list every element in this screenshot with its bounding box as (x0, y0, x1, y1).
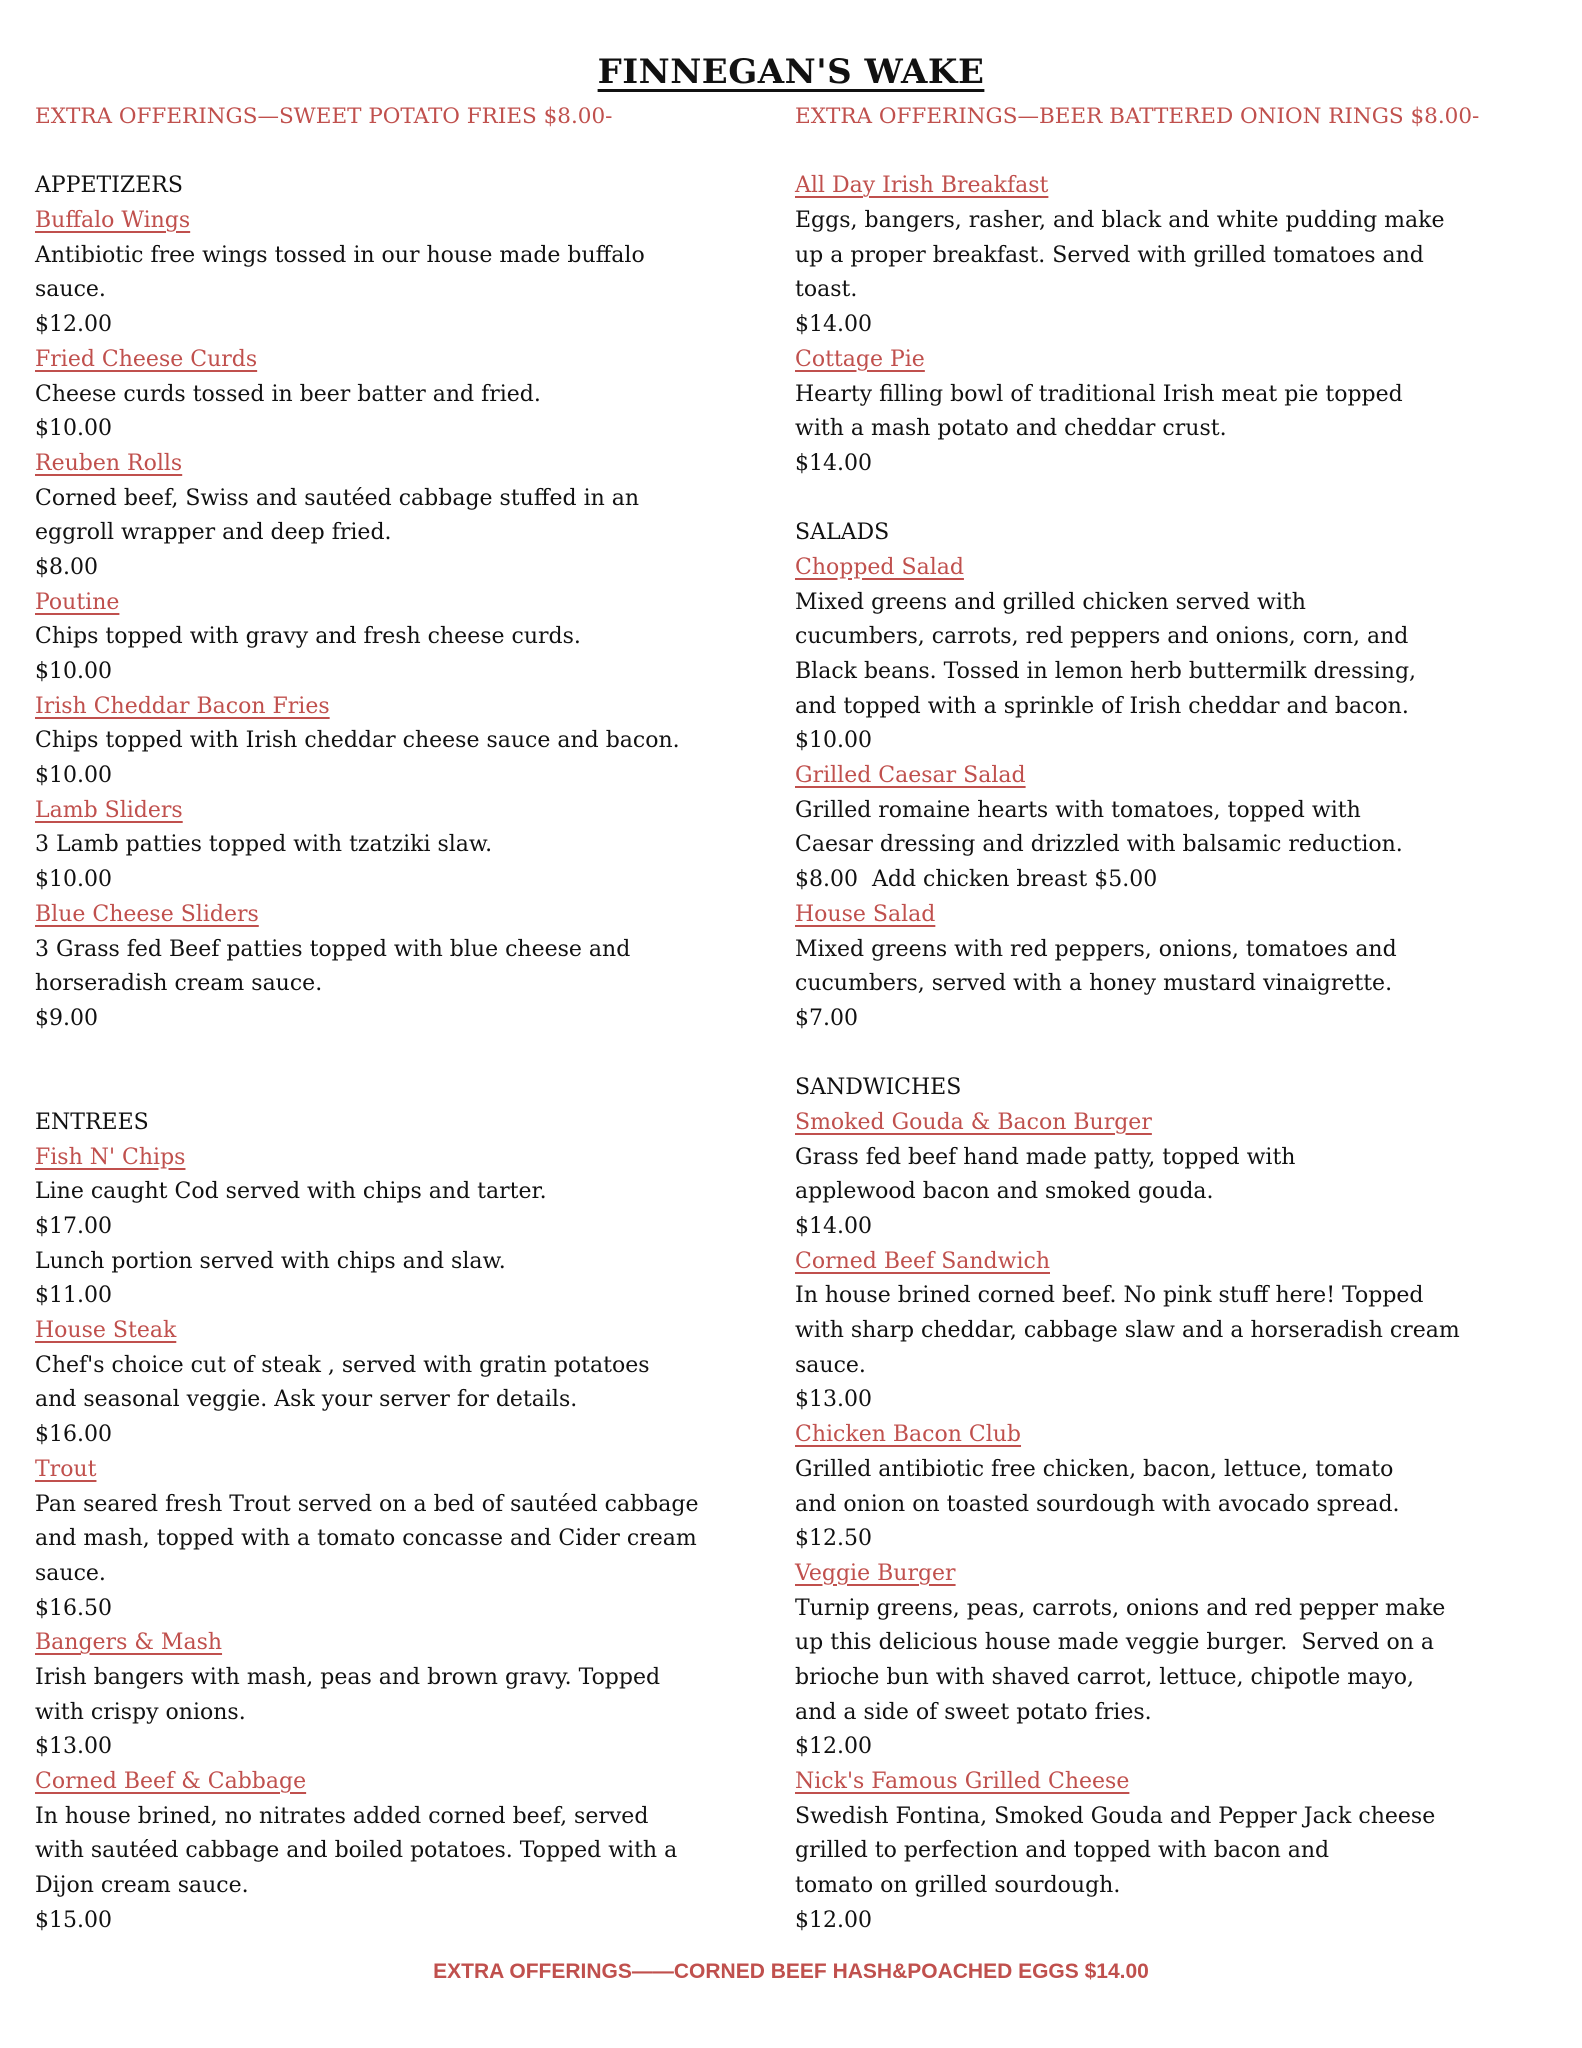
item-price: $10.00 (795, 728, 872, 754)
menu-item-corned-beef-sandwich (795, 1245, 1555, 1418)
item-description: Swedish Fontina, Smoked Gouda and Pepper Jack cheese (795, 1803, 1436, 1829)
item-description: Pan seared fresh Trout served on a bed of sautéed cabbage (35, 1491, 699, 1517)
menu-item-chicken-bacon-club (795, 1418, 1555, 1557)
item-name: House Salad (795, 901, 936, 927)
item-name: Bangers & Mash (35, 1630, 223, 1656)
item-description: with sautéed cabbage and boiled potatoes. Topped with a (35, 1838, 678, 1864)
item-price: $10.00 (35, 763, 112, 789)
menu-item-cottage-pie (795, 343, 1555, 482)
item-name: Lamb Sliders (35, 797, 183, 823)
item-description: Grilled antibiotic free chicken, bacon, lettuce, tomato (795, 1456, 1394, 1482)
menu-item-grilled-caesar-salad (795, 759, 1555, 898)
item-name: All Day Irish Breakfast (795, 173, 1049, 199)
item-price: $12.00 (795, 1907, 872, 1933)
extra-offering-left: EXTRA OFFERINGS—SWEET POTATO FRIES $8.00- (35, 104, 613, 129)
item-price: $8.00 Add chicken breast $5.00 (795, 867, 1158, 893)
item-name: Chicken Bacon Club (795, 1422, 1022, 1448)
item-description: Cheese curds tossed in beer batter and fried. (35, 381, 541, 407)
item-description: up a proper breakfast. Served with grilled tomatoes and (795, 242, 1424, 268)
item-price: $13.00 (795, 1387, 872, 1413)
item-description: Mixed greens with red peppers, onions, tomatoes and (795, 936, 1397, 962)
item-price: $14.00 (795, 1214, 872, 1239)
item-description: cucumbers, served with a honey mustard vinaigrette. (795, 971, 1393, 997)
item-price: $12.50 (795, 1526, 872, 1552)
item-price: $13.00 (35, 1734, 112, 1760)
item-price: $16.50 (35, 1595, 112, 1621)
item-price: $10.00 (35, 659, 112, 684)
item-description: Grass fed beef hand made patty, topped with (795, 1144, 1296, 1170)
item-name: Veggie Burger (795, 1560, 956, 1586)
menu-item-chopped-salad (795, 551, 1555, 759)
item-name: Reuben Rolls (35, 450, 183, 476)
item-description: with sharp cheddar, cabbage slaw and a horseradish cream (795, 1318, 1460, 1344)
item-description: Hearty filling bowl of traditional Irish meat pie topped (795, 381, 1403, 407)
item-name: Grilled Caesar Salad (795, 763, 1026, 789)
item-name: Cottage Pie (795, 346, 925, 372)
item-price: $10.00 (35, 867, 112, 893)
menu-item-nicks-famous-grilled-cheese (795, 1765, 1555, 1938)
item-description: sauce. (795, 1352, 866, 1378)
item-price: $12.00 (795, 1734, 872, 1760)
extra-offering-footer: EXTRA OFFERINGS——CORNED BEEF HASH&POACHED EGGS $14.00 (433, 1960, 1149, 1983)
item-description: sauce. (35, 277, 106, 303)
item-description: Grilled romaine hearts with tomatoes, topped with (795, 797, 1361, 823)
item-description: brioche bun with shaved carrot, lettuce, chipotle mayo, (795, 1664, 1414, 1690)
item-description: Mixed greens and grilled chicken served with (795, 589, 1306, 615)
item-description: cucumbers, carrots, red peppers and onions, corn, and (795, 624, 1409, 650)
item-description: Antibiotic free wings tossed in our house made buffalo (35, 242, 645, 268)
menu-item-blue-cheese-sliders (35, 898, 795, 1037)
menu-item-corned-beef-cabbage (35, 1765, 795, 1938)
menu-item-lamb-sliders (35, 794, 795, 898)
item-price: $15.00 (35, 1907, 112, 1933)
item-price: $17.00 (35, 1214, 112, 1239)
item-description: Chef's choice cut of steak , served with gratin potatoes (35, 1352, 650, 1378)
item-description: and topped with a sprinkle of Irish cheddar and bacon. (795, 693, 1409, 719)
item-description: In house brined, no nitrates added corned beef, served (35, 1803, 649, 1829)
item-description: and a side of sweet potato fries. (795, 1699, 1152, 1725)
section-heading-entrees: ENTREES (35, 1109, 149, 1135)
item-description: grilled to perfection and topped with bacon and (795, 1838, 1330, 1864)
item-description: up this delicious house made veggie burger. Served on a (795, 1630, 1435, 1656)
item-name: Smoked Gouda & Bacon Burger (795, 1109, 1152, 1135)
menu-item-irish-cheddar-bacon-fries (35, 690, 795, 794)
item-description: Caesar dressing and drizzled with balsamic reduction. (795, 832, 1403, 858)
item-description: Corned beef, Swiss and sautéed cabbage stuffed in an (35, 485, 640, 511)
item-price: $10.00 (35, 416, 112, 442)
item-price: $14.00 (795, 450, 872, 476)
item-name: House Steak (35, 1318, 177, 1344)
menu-item-reuben-rolls (35, 447, 795, 586)
item-name: Trout (35, 1456, 97, 1482)
item-name: Fried Cheese Curds (35, 346, 258, 372)
item-description: Irish bangers with mash, peas and brown gravy. Topped (35, 1664, 661, 1690)
menu-item-fish-n-chips (35, 1141, 795, 1314)
item-description: 3 Grass fed Beef patties topped with blue cheese and (35, 936, 631, 962)
menu-item-house-salad (795, 898, 1555, 1037)
item-description: In house brined corned beef. No pink stuff here! Topped (795, 1283, 1424, 1309)
item-price: $8.00 (35, 554, 98, 580)
item-name: Poutine (35, 589, 120, 615)
item-name: Chopped Salad (795, 554, 964, 580)
item-lunch-price: $11.00 (35, 1283, 112, 1309)
menu-item-fried-cheese-curds (35, 343, 795, 447)
right-column (795, 100, 1555, 1938)
item-description: and mash, topped with a tomato concasse and Cider cream (35, 1526, 697, 1552)
menu-item-all-day-irish-breakfast (795, 169, 1555, 342)
item-price: $14.00 (795, 312, 872, 338)
item-name: Irish Cheddar Bacon Fries (35, 693, 330, 719)
item-description: Chips topped with gravy and fresh cheese curds. (35, 624, 581, 650)
item-name: Blue Cheese Sliders (35, 901, 259, 927)
menu-item-house-steak (35, 1314, 795, 1453)
item-description: Black beans. Tossed in lemon herb buttermilk dressing, (795, 659, 1417, 684)
item-price: $7.00 (795, 1005, 858, 1031)
item-price: $9.00 (35, 1005, 98, 1031)
item-description: horseradish cream sauce. (35, 971, 323, 997)
item-price: $16.00 (35, 1422, 112, 1448)
menu-item-bangers-mash (35, 1626, 795, 1765)
extra-offering-right: EXTRA OFFERINGS—BEER BATTERED ONION RINGS $8.00- (795, 104, 1480, 129)
item-description: Turnip greens, peas, carrots, onions and red pepper make (795, 1595, 1446, 1621)
menu-item-buffalo-wings (35, 204, 795, 343)
item-description: and onion on toasted sourdough with avocado spread. (795, 1491, 1400, 1517)
item-description: Eggs, bangers, rasher, and black and white pudding make (795, 208, 1445, 234)
menu-item-trout (35, 1453, 795, 1626)
item-description: eggroll wrapper and deep fried. (35, 520, 392, 546)
item-description: Chips topped with Irish cheddar cheese sauce and bacon. (35, 728, 680, 754)
item-name: Nick's Famous Grilled Cheese (795, 1769, 1130, 1794)
menu-item-veggie-burger (795, 1557, 1555, 1765)
item-description: with a mash potato and cheddar crust. (795, 416, 1227, 442)
item-description: tomato on grilled sourdough. (795, 1873, 1121, 1899)
item-description: 3 Lamb patties topped with tzatziki slaw. (35, 832, 493, 858)
menu-item-poutine (35, 586, 795, 690)
left-column (35, 100, 795, 1938)
item-description: with crispy onions. (35, 1699, 246, 1725)
section-heading-appetizers: APPETIZERS (35, 173, 183, 199)
section-heading-sandwiches: SANDWICHES (795, 1075, 962, 1101)
item-name: Corned Beef & Cabbage (35, 1769, 307, 1794)
item-description: applewood bacon and smoked gouda. (795, 1179, 1214, 1205)
menu-item-smoked-gouda-bacon-burger (795, 1106, 1555, 1245)
item-name: Corned Beef Sandwich (795, 1248, 1050, 1274)
item-lunch-description: Lunch portion served with chips and slaw. (35, 1248, 506, 1274)
item-description: Dijon cream sauce. (35, 1873, 249, 1899)
item-name: Fish N' Chips (35, 1144, 186, 1170)
item-description: and seasonal veggie. Ask your server for details. (35, 1387, 578, 1413)
item-price: $12.00 (35, 312, 112, 338)
item-name: Buffalo Wings (35, 208, 191, 234)
item-description: toast. (795, 277, 858, 303)
item-description: sauce. (35, 1560, 106, 1586)
item-description: Line caught Cod served with chips and tarter. (35, 1179, 547, 1205)
section-heading-salads: SALADS (795, 520, 890, 546)
menu-title: FINNEGAN'S WAKE (597, 52, 985, 92)
